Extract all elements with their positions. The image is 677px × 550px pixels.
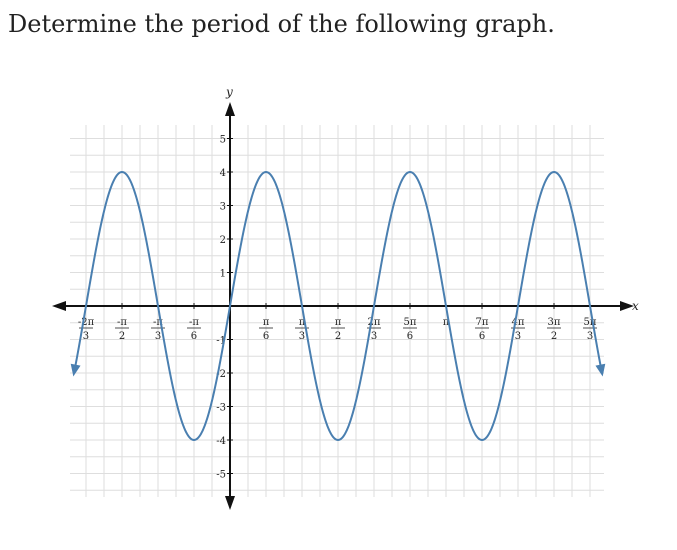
x-tick-denominator: 6: [262, 331, 270, 342]
x-tick-numerator: 7π: [475, 317, 489, 328]
x-tick-denominator: 6: [190, 331, 198, 342]
x-tick-numerator: π: [442, 317, 450, 328]
x-tick-numerator: -π: [117, 317, 127, 328]
question-text: Determine the period of the following graph.: [8, 10, 555, 38]
x-tick-numerator: -π: [189, 317, 199, 328]
x-axis-arrow-left: [52, 301, 66, 311]
x-tick-numerator: -2π: [77, 317, 95, 328]
x-tick-denominator: 3: [298, 331, 306, 342]
curve-arrow-left: [71, 364, 81, 377]
y-tick-label: -1: [216, 335, 226, 347]
y-axis-label: y: [226, 85, 233, 99]
y-tick-label: -5: [216, 469, 226, 481]
y-tick-label: 4: [219, 168, 226, 179]
x-tick-denominator: 2: [334, 331, 342, 342]
y-tick-label: 5: [219, 134, 226, 146]
y-tick-label: -2: [216, 369, 226, 380]
y-tick-label: 1: [219, 268, 226, 280]
axes: [52, 102, 634, 510]
x-tick-denominator: 3: [514, 331, 522, 342]
y-tick-label: 2: [219, 235, 226, 246]
x-tick-numerator: π: [298, 317, 306, 328]
curve-arrow-right: [595, 364, 605, 377]
x-tick-denominator: 3: [370, 331, 378, 342]
x-axis-label: x: [632, 299, 639, 313]
x-tick-numerator: 4π: [511, 317, 525, 328]
x-tick-numerator: π: [334, 317, 342, 328]
y-axis-arrow-down: [225, 496, 235, 510]
x-tick-numerator: 2π: [367, 317, 381, 328]
tick-labels: [78, 135, 597, 481]
x-tick-numerator: 5π: [583, 317, 597, 328]
x-tick-denominator: 3: [586, 331, 594, 342]
x-tick-numerator: -π: [153, 317, 163, 328]
x-tick-denominator: 6: [478, 331, 486, 342]
x-tick-denominator: 3: [154, 331, 162, 342]
x-tick-numerator: π: [262, 317, 270, 328]
y-tick-label: 3: [219, 201, 226, 213]
grid: [70, 125, 604, 497]
x-tick-numerator: 5π: [403, 317, 417, 328]
x-tick-numerator: 3π: [547, 317, 561, 328]
x-tick-denominator: 2: [550, 331, 558, 342]
x-tick-denominator: 2: [118, 331, 126, 342]
y-axis-arrow-up: [225, 102, 235, 116]
y-tick-label: -3: [216, 402, 226, 414]
x-tick-denominator: 3: [82, 331, 90, 342]
x-tick-denominator: 6: [406, 331, 414, 342]
y-tick-label: -4: [216, 436, 226, 447]
